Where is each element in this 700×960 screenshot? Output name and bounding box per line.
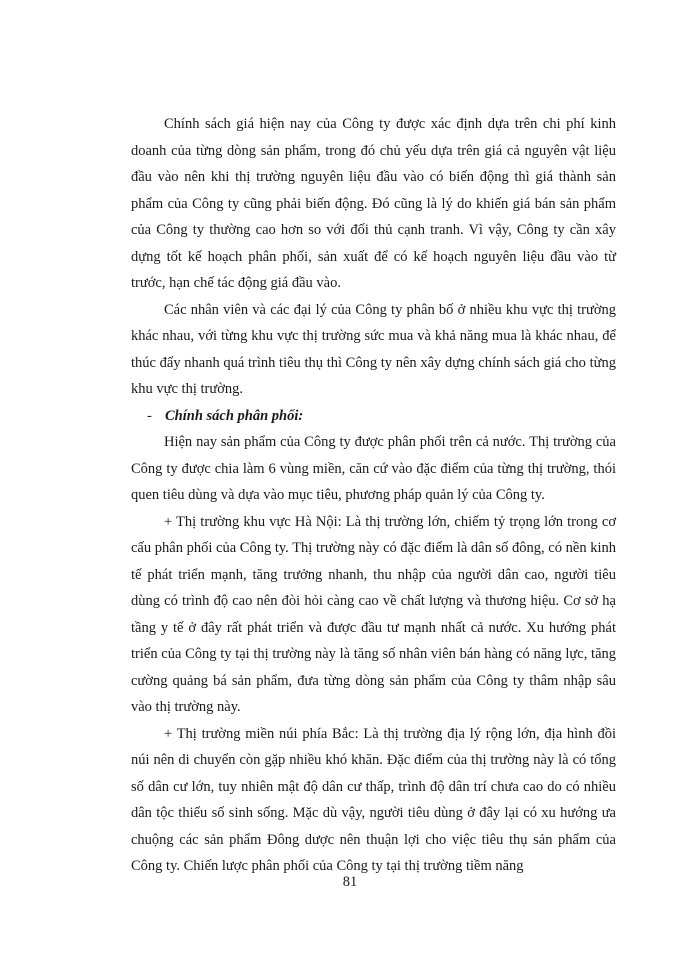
paragraph-northern-mountain-market: + Thị trường miền núi phía Bắc: Là thị trường địa lý rộng lớn, địa hình đồi núi nên di chuyển còn gặp nhiều khó khăn. Đặc điểm của thị trường này là có tổng số dân cư lớn, tuy nhiên mật độ dân cư thấp, trình độ dân trí chưa cao do có nhiều dân tộc thiểu số sinh sống. Mặc dù vậy, người tiêu dùng ở đây lại có xu hướng ưa chuộng các sản phẩm Đông dược nên thuận lợi cho việc tiêu thụ sản phẩm của Công ty. Chiến lược phân phối của Công ty tại thị trường tiềm năng (131, 725, 616, 874)
paragraph-distribution-overview: Hiện nay sản phẩm của Công ty được phân phối trên cả nước. Thị trường của Công ty được chia làm 6 vùng miền, căn cứ vào đặc điểm của từng thị trường, thói quen tiêu dùng và dựa vào mục tiêu, phương pháp quản lý của Công ty. (131, 434, 616, 503)
paragraph-pricing-policy: Chính sách giá hiện nay của Công ty được xác định dựa trên chi phí kinh doanh của từng dòng sản phẩm, trong đó chủ yếu dựa trên giá cả nguyên vật liệu đầu vào nên khi thị trường nguyên liệu đầu vào có biến động thì giá thành sản phẩm của Công ty cũng phải biến động. Đó cũng là lý do khiến giá bán sản phẩm của Công ty thường cao hơn so với đối thủ cạnh tranh. Vì vậy, Công ty cần xây dựng tốt kế hoạch phân phối, sản xuất để có kế hoạch nguyên liệu đầu vào từ trước, hạn chế tác động giá đầu vào. (131, 116, 616, 291)
heading-dash: - (147, 407, 152, 424)
section-heading-distribution (131, 403, 616, 430)
paragraph-hanoi-market: + Thị trường khu vực Hà Nội: Là thị trường lớn, chiếm tỷ trọng lớn trong cơ cấu phân phối của Công ty. Thị trường này có đặc điểm là dân số đông, có nền kinh tế phát triển mạnh, tăng trưởng nhanh, thu nhập của người dân cao, người tiêu dùng có trình độ cao nên đòi hỏi càng cao về chất lượng và thương hiệu. Cơ sở hạ tầng y tế ở đây rất phát triển và được đầu tư mạnh nhất cả nước. Xu hướng phát triển của Công ty tại thị trường này là tăng số nhân viên bán hàng có năng lực, tăng cường quảng bá sản phẩm, đưa từng dòng sản phẩm của Công ty thâm nhập sâu vào thị trường này. (131, 513, 616, 715)
paragraph-regional-pricing: Các nhân viên và các đại lý của Công ty phân bố ở nhiều khu vực thị trường khác nhau, với từng khu vực thị trường sức mua và khả năng mua là khác nhau, để thúc đẩy nhanh quá trình tiêu thụ thì Công ty nên xây dựng chính sách giá cho từng khu vực thị trường. (131, 301, 616, 397)
heading-text: Chính sách phân phối: (165, 407, 304, 424)
page-number: 81 (342, 874, 358, 890)
page-body (131, 111, 616, 880)
